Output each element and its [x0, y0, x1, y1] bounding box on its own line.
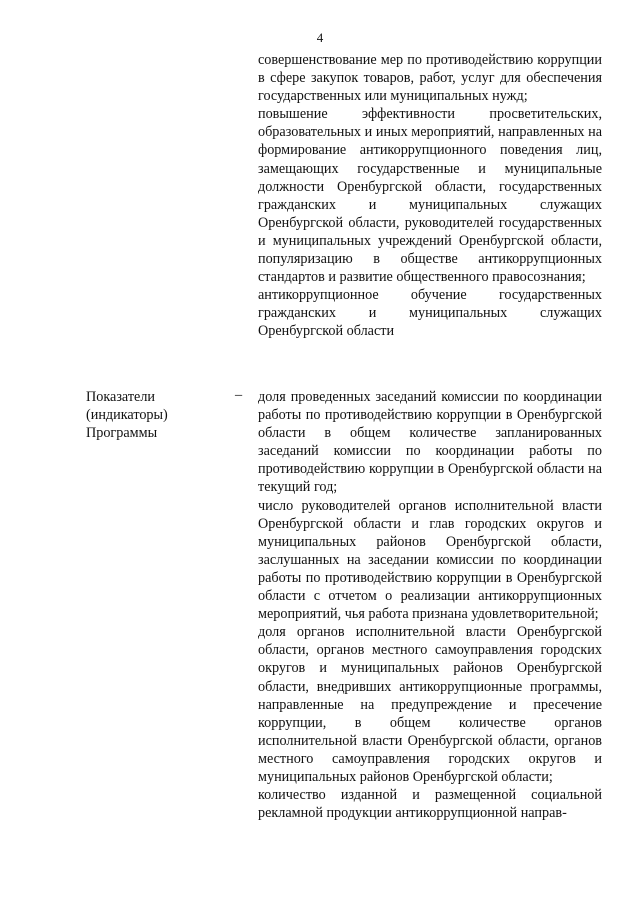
- indicators-label-line: Программы: [86, 425, 158, 442]
- task-paragraph: повышение эффективности просветительских, образовательных и иных мероприятий, направленных на формирование антикоррупционного поведения лиц, замещающих государственные и муниципальные должности Оренбургской области, государственных гражданских и муниципальных служащих Оренбургской области, руководителей государственных и муниципальных учреждений Оренбургской области, популяризацию в обществе антикоррупционных стандартов и развитие общественного правосознания;: [258, 106, 602, 286]
- indicators-label: [86, 388, 226, 442]
- program-tasks-text: [258, 51, 602, 341]
- indicator-paragraph: число руководителей органов исполнительной власти Оренбургской области и глав городских округов и муниципальных районов Оренбургской области, заслушанных на заседании комиссии по координации работы по противодействию коррупции в Оренбургской области с отчетом о реализации антикоррупционных мероприятий, чья работа признана удовлетворительной;: [258, 497, 602, 623]
- task-paragraph: антикоррупционное обучение государственных гражданских и муниципальных служащих Оренбургской области: [258, 287, 602, 340]
- indicators-text: [258, 388, 602, 822]
- label-dash: –: [235, 387, 243, 403]
- task-paragraph: совершенствование мер по противодействию коррупции в сфере закупок товаров, работ, услуг для обеспечения государственных или муниципальных нужд;: [258, 52, 602, 105]
- indicator-paragraph: доля органов исполнительной власти Оренбургской области, органов местного самоуправления городских округов и муниципальных районов Оренбургской области, внедривших антикоррупционные программы, направленные на предупреждение и пресечение коррупции, в общем количестве органов исполнительной власти Оренбургской области, органов местного самоуправления городских округов и муниципальных районов Оренбургской области;: [258, 624, 602, 785]
- indicator-paragraph: доля проведенных заседаний комиссии по координации работы по противодействию коррупции в Оренбургской области в общем количестве запланированных заседаний комиссии по координации работы по противодействию коррупции в Оренбургской области на текущий год;: [258, 389, 602, 496]
- page-number: 4: [316, 30, 324, 45]
- indicators-label-line: Показатели: [86, 389, 156, 405]
- indicator-paragraph: количество изданной и размещенной социальной рекламной продукции антикоррупционной направ-: [258, 787, 602, 822]
- indicators-label-line: (индикаторы): [86, 407, 168, 424]
